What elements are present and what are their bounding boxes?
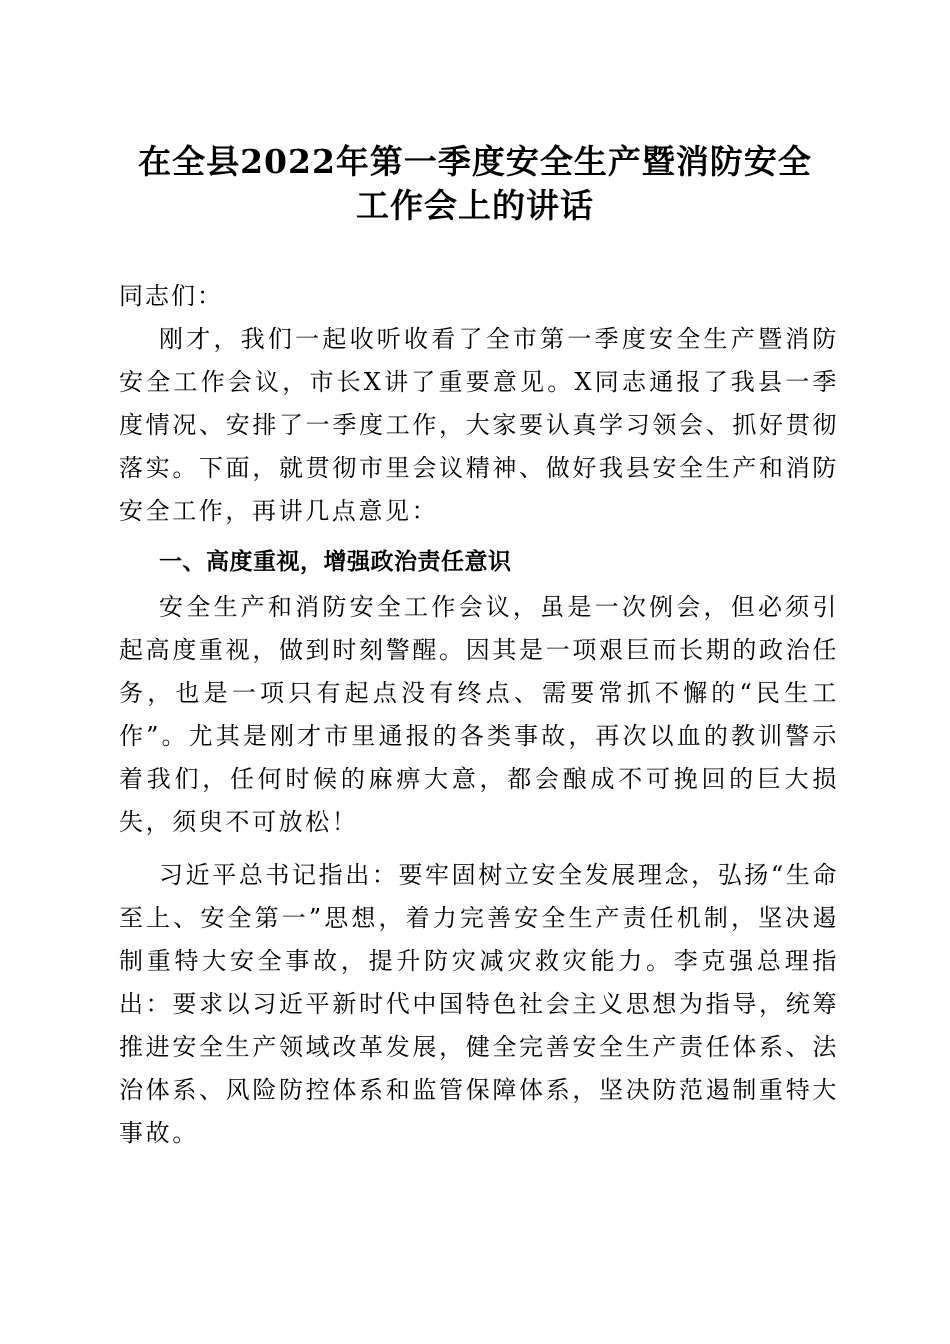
paragraph-2: 安全生产和消防安全工作会议，虽是一次例会，但必须引起高度重视，做到时刻警醒。因其是一项艰巨而长期的政治任务，也是一项只有起点没有终点、需要常抓不懈的“民生工作”。尤其是刚才市里通报的各类事故，再次以血的教训警示着我们，任何时候的麻痹大意，都会酿成不可挽回的巨大损失，须臾不可放松！ <box>119 593 839 836</box>
document-title-line-1: 在全县2022年第一季度安全生产暨消防安全 <box>138 142 812 181</box>
salutation: 同志们： <box>119 282 223 310</box>
document-title-line-2: 工作会上的讲话 <box>356 186 594 225</box>
section-heading-1: 一、高度重视，增强政治责任意识 <box>159 549 512 575</box>
paragraph-1: 刚才，我们一起收听收看了全市第一季度安全生产暨消防安全工作会议，市长X讲了重要意见。X同志通报了我县一季度情况、安排了一季度工作，大家要认真学习领会、抓好贯彻落实。下面，就贯彻市里会议精神、做好我县安全生产和消防安全工作，再讲几点意见： <box>119 325 839 525</box>
paragraph-3: 习近平总书记指出：要牢固树立安全发展理念，弘扬“生命至上、安全第一”思想，着力完善安全生产责任机制，坚决遏制重特大安全事故，提升防灾减灾救灾能力。李克强总理指出：要求以习近平新时代中国特色社会主义思想为指导，统筹推进安全生产领域改革发展，健全完善安全生产责任体系、法治体系、风险防控体系和监管保障体系，坚决防范遏制重特大事故。 <box>119 861 839 1147</box>
